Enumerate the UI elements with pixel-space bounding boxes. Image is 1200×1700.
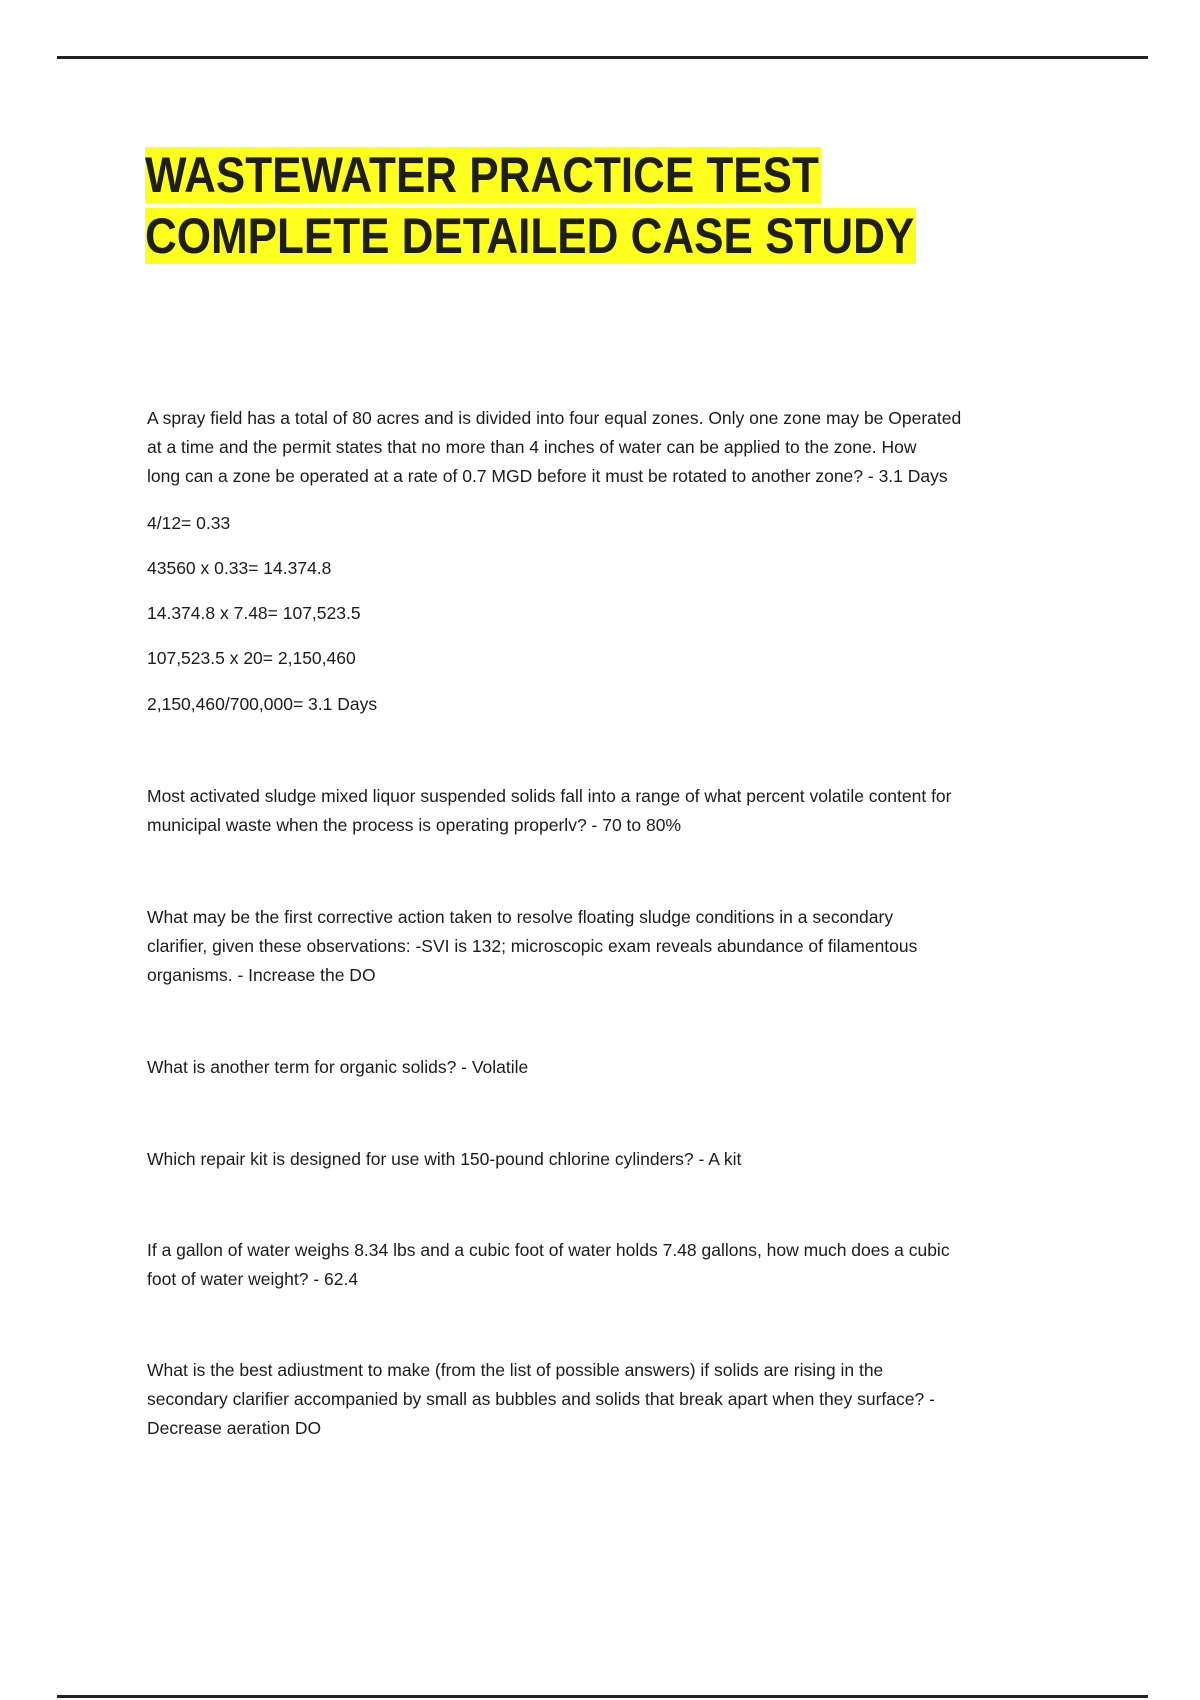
text-line: Which repair kit is designed for use with 150-pound chlorine cylinders? - A kit [147,1149,742,1169]
text-line: Decrease aeration DO [147,1418,322,1438]
calc-line: 14.374.8 x 7.48= 107,523.5 [147,603,361,623]
text-line: If a gallon of water weighs 8.34 lbs and a cubic foot of water holds 7.48 gallons, how much does a cubic [147,1240,950,1260]
text-line: What may be the first corrective action taken to resolve floating sludge conditions in a secondary [147,907,894,927]
text-line: municipal waste when the process is operating properlv? - 70 to 80% [147,815,682,835]
document-title-line-2 [145,208,916,264]
text-line: What is the best adiustment to make (from the list of possible answers) if solids are rising in the [147,1360,884,1380]
document-title-line-1 [145,147,821,203]
text-line: secondary clarifier accompanied by small as bubbles and solids that break apart when they surface? - [147,1389,935,1409]
text-line: organisms. - Increase the DO [147,965,376,985]
text-line: long can a zone be operated at a rate of 0.7 MGD before it must be rotated to another zone? - 3.1 Days [147,466,948,486]
footer-rule [57,1695,1148,1698]
title-text-2: COMPLETE DETAILED CASE STUDY [145,208,915,264]
text-line: clarifier, given these observations: -SVI is 132; microscopic exam reveals abundance of filamentous [147,936,918,956]
text-line: What is another term for organic solids? - Volatile [147,1057,529,1077]
text-line: A spray field has a total of 80 acres and is divided into four equal zones. Only one zone may be Operated [147,408,962,428]
header-rule [57,56,1148,59]
calc-line: 4/12= 0.33 [147,513,231,533]
calc-line: 107,523.5 x 20= 2,150,460 [147,648,356,668]
calc-line: 2,150,460/700,000= 3.1 Days [147,694,378,714]
text-line: at a time and the permit states that no more than 4 inches of water can be applied to the zone. How [147,437,917,457]
calc-line: 43560 x 0.33= 14.374.8 [147,558,332,578]
text-line: Most activated sludge mixed liquor suspended solids fall into a range of what percent volatile content for [147,786,952,806]
title-text-1: WASTEWATER PRACTICE TEST [145,147,819,203]
text-line: foot of water weight? - 62.4 [147,1269,359,1289]
